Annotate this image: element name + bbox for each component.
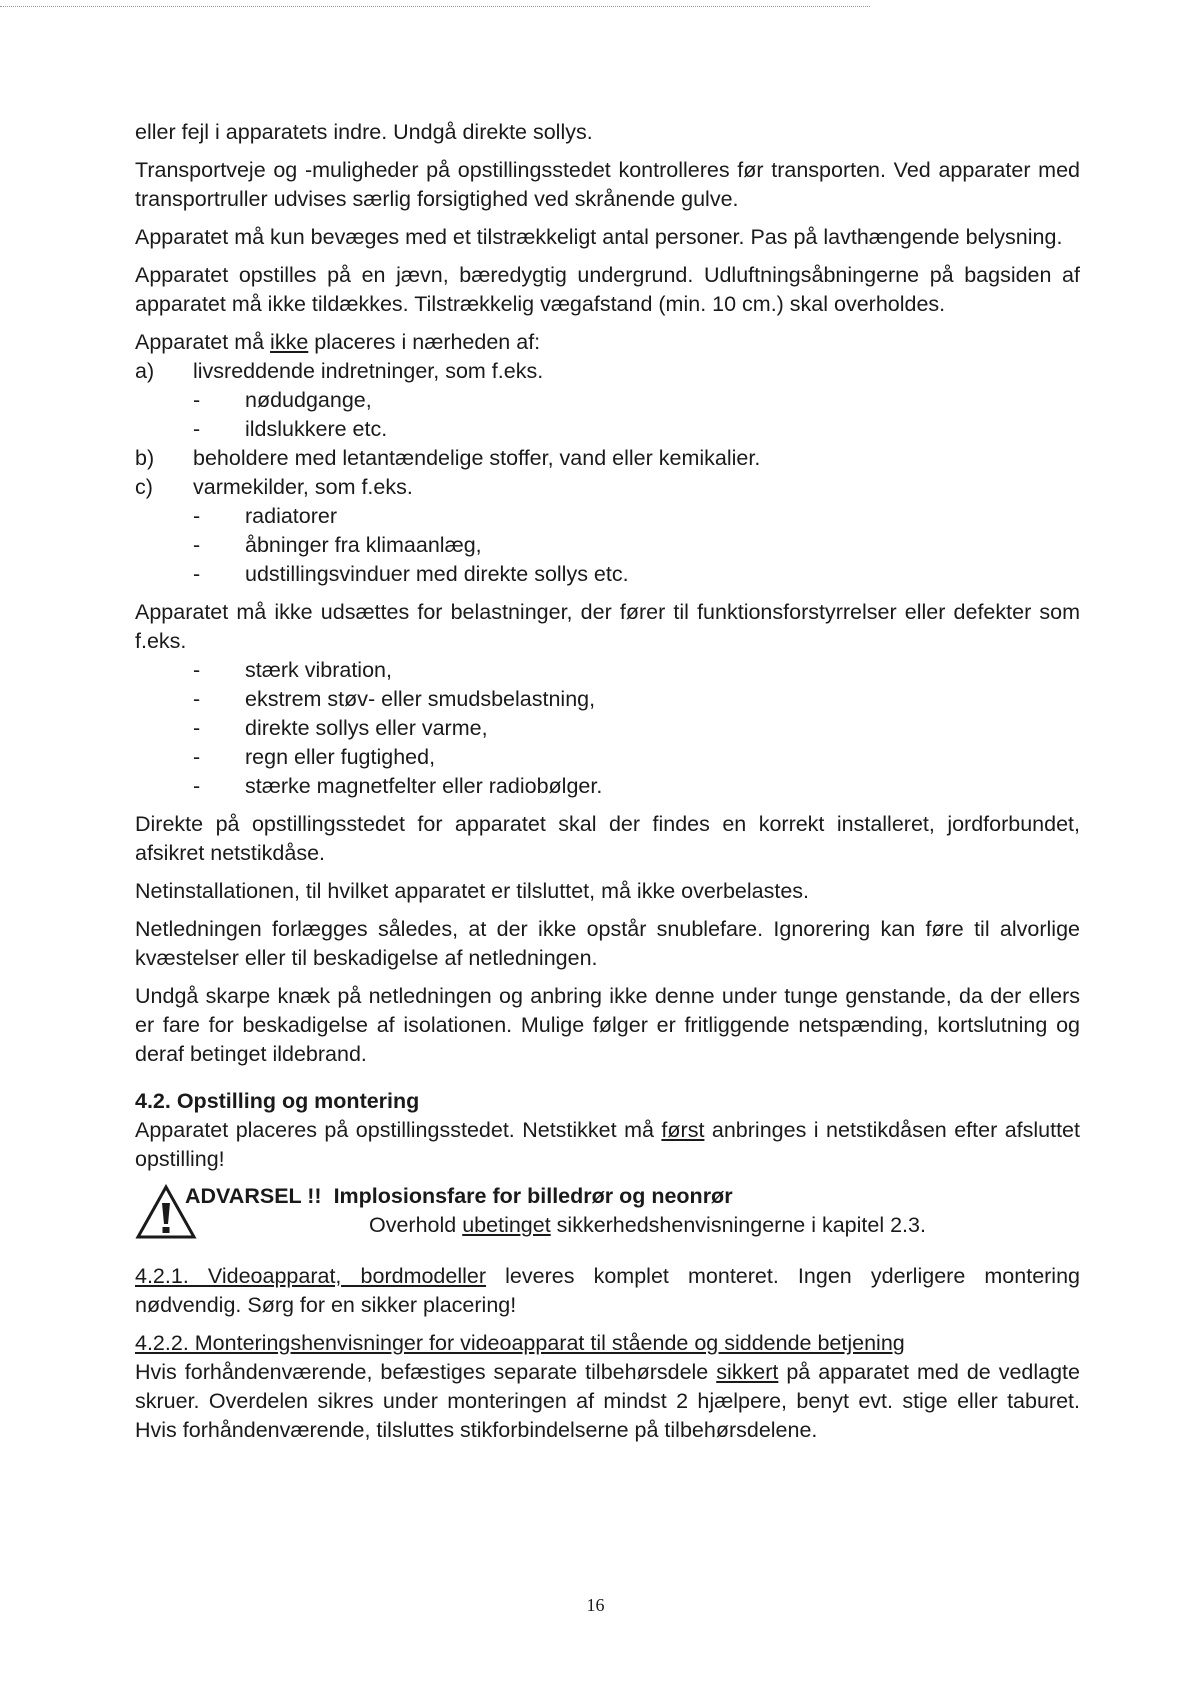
list-item-b [135,444,1080,473]
list-item: - åbninger fra klimaanlæg, [193,531,1080,560]
list-marker: b) [135,446,155,470]
list-marker: a) [135,359,155,383]
dash-bullet: - [193,687,201,711]
emphasis-ubetinget: ubetinget [462,1213,551,1237]
paragraph-socket: Direkte på opstillingsstedet for apparatet skal der findes en korrekt installeret, jordforbundet, afsikret netstikdåse. [135,812,1080,865]
warning-block [135,1182,1080,1244]
paragraph-load-intro: Apparatet må ikke udsættes for belastninger, der fører til funktionsforstyrrelser eller defekter som f.eks. [135,600,1080,653]
warning-heading [185,1182,733,1211]
dash-bullet: - [193,774,201,798]
emphasis-forst: først [661,1118,705,1142]
scan-top-edge [0,6,870,7]
dash-bullet: - [193,716,201,740]
paragraph-4-2-2: Hvis forhåndenværende, befæstiges separate tilbehørsdele sikkert på apparatet med de vedlagte skruer. Overdelen sikres under monteringen af mindst 2 hjælpere, benyt evt. stige eller taburet. Hvis forhåndenværende, tilsluttes stikforbindelserne på tilbehørsdelene. [135,1360,1080,1442]
list-item: - udstillingsvinduer med direkte sollys etc. [193,560,1080,589]
dash-bullet: - [193,562,201,586]
paragraph-cable-kinks: Undgå skarpe knæk på netledningen og anbring ikke denne under tunge genstande, da der ellers er fare for beskadigelse af isolationen. Mulige følger er fritliggende netspænding, kortslutning og deraf betinget ildebrand. [135,984,1080,1066]
paragraph-4-2: Apparatet placeres på opstillingsstedet. Netstikket må først anbringes i netstikdåsen efter afsluttet opstilling! [135,1118,1080,1171]
list-item: - radiatorer [193,502,1080,531]
dash-bullet: - [193,388,201,412]
sublist-a [135,386,1080,444]
list-item-text: beholdere med letantændelige stoffer, vand eller kemikalier. [193,446,761,470]
dash-bullet: - [193,745,201,769]
list-item: - stærk vibration, [193,656,1080,685]
list-item-c [135,473,1080,502]
list-item: - direkte sollys eller varme, [193,714,1080,743]
page-number: 16 [586,1595,605,1615]
warning-label: ADVARSEL !! [185,1184,322,1208]
section-heading-4-2: 4.2. Opstilling og montering [135,1089,420,1113]
paragraph-overload: Netinstallationen, til hvilket apparatet er tilsluttet, må ikke overbelastes. [135,879,809,903]
paragraph-sunlight: eller fejl i apparatets indre. Undgå direkte sollys. [135,120,593,144]
dash-bullet: - [193,533,201,557]
dash-bullet: - [193,658,201,682]
emphasis-sikkert: sikkert [716,1360,779,1384]
list-item: - stærke magnetfelter eller radiobølger. [193,772,1080,801]
paragraph-transport: Transportveje og -muligheder på opstillingsstedet kontrolleres før transporten. Ved apparater med transportruller udvises særlig forsigtighed ved skrånende gulve. [135,158,1080,211]
document-page [135,118,1080,1454]
paragraph-setup: Apparatet opstilles på en jævn, bæredygtig undergrund. Udluftningsåbningerne på bagsiden af apparatet må ikke tildækkes. Tilstrækkelig vægafstand (min. 10 cm.) skal overholdes. [135,263,1080,316]
warning-title: Implosionsfare for billedrør og neonrør [333,1184,733,1208]
paragraph-4-2-1: 4.2.1. Videoapparat, bordmodeller leveres komplet monteret. Ingen yderligere montering nødvendig. Sørg for en sikker placering! [135,1264,1080,1317]
list-item: - ekstrem støv- eller smudsbelastning, [193,685,1080,714]
list-item: - regn eller fugtighed, [193,743,1080,772]
list-item-text: livsreddende indretninger, som f.eks. [193,359,544,383]
load-list [135,656,1080,801]
list-marker: c) [135,475,153,499]
emphasis-ikke: ikke [270,330,309,354]
paragraph-placement-intro: Apparatet må ikke placeres i nærheden af: [135,330,541,354]
warning-subtext: Overhold ubetinget sikkerhedshenvisningerne i kapitel 2.3. [369,1213,926,1237]
sublist-c [135,502,1080,589]
list-item: - nødudgange, [193,386,1080,415]
section-heading-4-2-1: 4.2.1. Videoapparat, bordmodeller [135,1264,487,1288]
dash-bullet: - [193,417,201,441]
list-item: - ildslukkere etc. [193,415,1080,444]
placement-list [135,357,1080,589]
paragraph-cable-routing: Netledningen forlægges således, at der ikke opstår snublefare. Ignorering kan føre til alvorlige kvæstelser eller til beskadigelse af netledningen. [135,917,1080,970]
paragraph-moving: Apparatet må kun bevæges med et tilstrækkeligt antal personer. Pas på lavthængende belysning. [135,225,1063,249]
section-heading-4-2-2: 4.2.2. Monteringshenvisninger for videoapparat til stående og siddende betjening [135,1331,905,1355]
dash-bullet: - [193,504,201,528]
list-item-a [135,357,1080,386]
section-heading-4-2-2-line [135,1329,1080,1358]
list-item-text: varmekilder, som f.eks. [193,475,413,499]
